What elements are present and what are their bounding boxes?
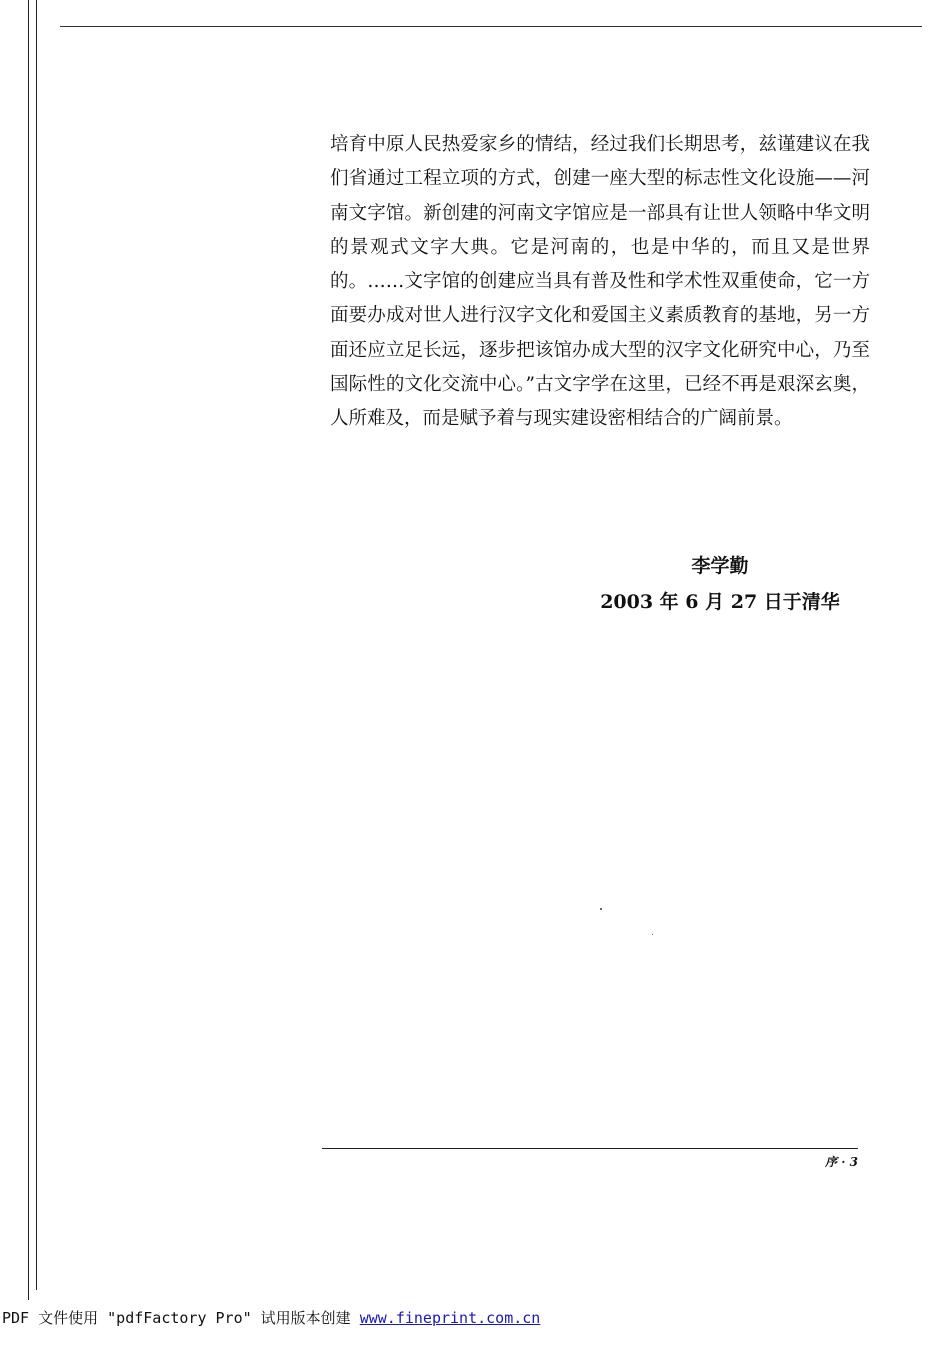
footer-text: PDF 文件使用 "pdfFactory Pro" 试用版本创建: [2, 1309, 360, 1327]
page-number: 序 · 3: [825, 1155, 858, 1169]
footer-link[interactable]: www.fineprint.com.cn: [359, 1309, 541, 1327]
pdf-footer: [2, 1307, 540, 1328]
left-border-line-inner: [36, 0, 37, 1290]
scan-speck: [600, 908, 602, 910]
left-border-line: [28, 0, 29, 1300]
signature-date: 2003 年 6 月 27 日于清华: [600, 591, 840, 613]
scan-speck: [652, 934, 653, 935]
bottom-rule: [322, 1148, 858, 1149]
signature-block: [580, 548, 860, 620]
signature-author: 李学勤: [691, 555, 749, 577]
body-paragraph: 培育中原人民热爱家乡的情结，经过我们长期思考，兹谨建议在我们省通过工程立项的方式，创建一座大型的标志性文化设施——河南文字馆。新创建的河南文字馆应是一部具有让世人领略中华文明的景观式文字大典。它是河南的，也是中华的，而且又是世界的。……文字馆的创建应当具有普及性和学术性双重使命，它一方面要办成对世人进行汉字文化和爱国主义素质教育的基地，另一方面还应立足长远，逐步把该馆办成大型的汉字文化研究中心，乃至国际性的文化交流中心。”古文字学在这里，已经不再是艰深玄奥，人所难及，而是赋予着与现实建设密相结合的广阔前景。: [330, 134, 870, 430]
top-rule: [60, 26, 922, 27]
main-text-block: [330, 128, 870, 437]
